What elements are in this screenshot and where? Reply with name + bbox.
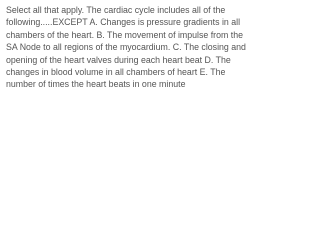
question-text: Select all that apply. The cardiac cycle includes all of the following.....EXCEPT A. Changes is pressure gradients in all chambers of the heart. B. The movement of impulse from the SA Node to all regions of the myocardium. C. The closing and opening of the heart valves during each heart beat D. The changes in blood volume in all chambers of heart E. The number of times the heart beats in one minute (6, 5, 246, 90)
question-card (0, 0, 261, 88)
